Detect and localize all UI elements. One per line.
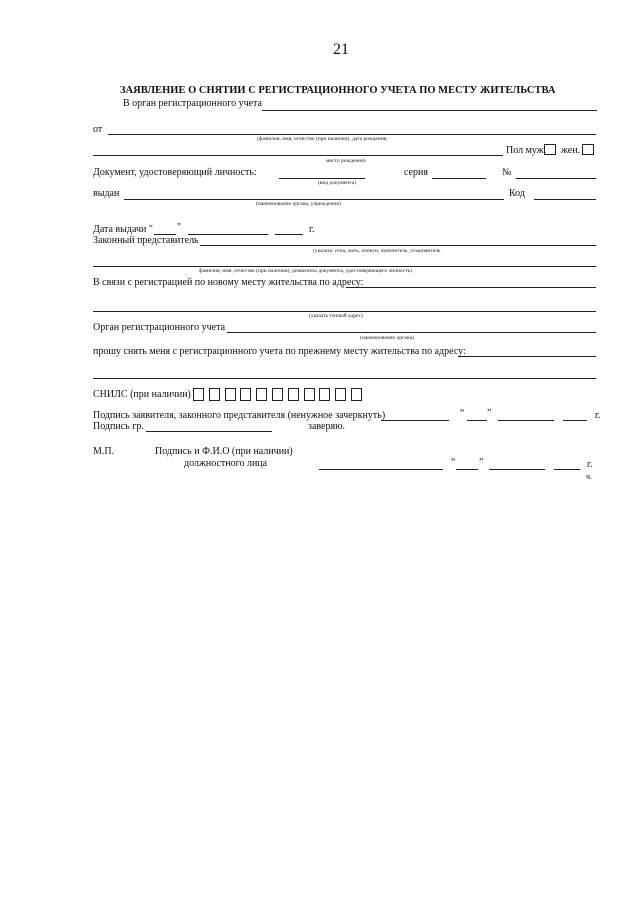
date-quote-open: “ (460, 408, 465, 419)
fio-field[interactable] (108, 134, 596, 135)
snils-cell[interactable] (209, 388, 220, 401)
sign-applicant-label: Подпись заявителя, законного представителя (ненужное зачеркнуть) (93, 410, 386, 421)
doc-label: Документ, удостоверяющий личность: (93, 167, 257, 178)
applicant-signature-field[interactable] (381, 420, 449, 421)
official-day-field[interactable] (456, 469, 478, 470)
certify-label: заверяю. (308, 421, 346, 432)
issue-year-field[interactable] (275, 234, 303, 235)
snils-cell[interactable] (256, 388, 267, 401)
date-quote-close: ” (487, 408, 492, 419)
official-year-suffix: г. (587, 459, 593, 470)
code-field[interactable] (534, 199, 596, 200)
birthplace-field[interactable] (93, 155, 503, 156)
sign-day-field[interactable] (467, 420, 487, 421)
issue-date-label: Дата выдачи " (93, 224, 153, 235)
issued-label: выдан (93, 188, 120, 199)
number-field[interactable] (516, 178, 596, 179)
sign-citizen-label: Подпись гр. (93, 421, 144, 432)
sex-male-label: Пол муж. (506, 145, 547, 156)
reg-org-caption: (наименование органа) (360, 335, 414, 341)
official-month-field[interactable] (489, 469, 545, 470)
official-year-field[interactable] (554, 469, 580, 470)
official-signature-field[interactable] (319, 469, 443, 470)
old-address-field-2[interactable] (93, 378, 596, 379)
issue-month-field[interactable] (188, 234, 268, 235)
snils-input-grid[interactable] (193, 388, 373, 401)
from-label: от (93, 124, 103, 135)
series-label: серия (404, 167, 428, 178)
issuer-field[interactable] (124, 199, 504, 200)
sex-female-checkbox[interactable] (582, 144, 594, 155)
new-address-field[interactable] (346, 287, 596, 288)
exact-address-caption: (указать точный адрес) (309, 313, 363, 319)
reg-org-label: Орган регистрационного учета (93, 322, 226, 333)
citizen-signature-field[interactable] (146, 431, 272, 432)
reg-org-field[interactable] (227, 332, 596, 333)
doc-type-caption: (вид документа) (318, 180, 356, 186)
org-field[interactable] (262, 110, 597, 111)
issuer-caption: (наименование органа, учреждения) (256, 201, 341, 207)
official-date-quote-close: ” (479, 457, 484, 468)
old-address-field[interactable] (458, 356, 596, 357)
snils-cell[interactable] (351, 388, 362, 401)
page-number: 21 (333, 41, 349, 58)
snils-cell[interactable] (193, 388, 204, 401)
series-field[interactable] (432, 178, 486, 179)
official-label: должностного лица (184, 458, 268, 469)
fio-caption: (фамилия, имя, отчество (при наличии), дата рождения, (257, 136, 388, 142)
sign-year-suffix: г. (595, 410, 601, 421)
sign-month-field[interactable] (498, 420, 554, 421)
snils-cell[interactable] (225, 388, 236, 401)
official-sign-label: Подпись и Ф.И.О (при наличии) (155, 446, 293, 457)
sex-male-checkbox[interactable] (544, 144, 556, 155)
legal-rep-caption-2: фамилия, имя, отчество (при наличии), реквизиты документа, удостоверяющего личность) (199, 268, 412, 274)
legal-rep-label: Законный представитель (93, 235, 199, 246)
doc-type-field[interactable] (279, 178, 365, 179)
snils-cell[interactable] (272, 388, 283, 401)
snils-label: СНИЛС (при наличии) (93, 389, 191, 400)
form-title: ЗАЯВЛЕНИЕ О СНЯТИИ С РЕГИСТРАЦИОННОГО УЧЕТА ПО МЕСТУ ЖИТЕЛЬСТВА (120, 85, 556, 96)
legal-rep-details-field[interactable] (93, 266, 596, 267)
snils-cell[interactable] (240, 388, 251, 401)
issue-year-suffix: г. (309, 224, 315, 235)
birthplace-caption: место рождения) (326, 158, 366, 164)
legal-rep-caption: (указать: отец, мать, опекун, попечитель, усыновитель (313, 248, 441, 254)
snils-cell[interactable] (304, 388, 315, 401)
code-label: Код (509, 188, 525, 199)
new-address-field-2[interactable] (93, 311, 596, 312)
stamp-label: М.П. (93, 446, 115, 457)
issue-date-quote-close: " (177, 222, 182, 233)
org-label: В орган регистрационного учета (123, 98, 262, 109)
snils-cell[interactable] (288, 388, 299, 401)
request-label: прошу снять меня с регистрационного учета по прежнему месту жительства по адресу: (93, 346, 466, 357)
new-address-label: В связи с регистрацией по новому месту жительства по адресу: (93, 277, 364, 288)
number-label: № (502, 167, 512, 178)
official-date-quote-open: “ (451, 457, 456, 468)
legal-rep-field[interactable] (200, 245, 596, 246)
snils-cell[interactable] (319, 388, 330, 401)
sign-year-field[interactable] (563, 420, 587, 421)
sex-female-label: жен. (561, 145, 581, 156)
official-time-suffix: ч. (586, 472, 593, 481)
snils-cell[interactable] (335, 388, 346, 401)
